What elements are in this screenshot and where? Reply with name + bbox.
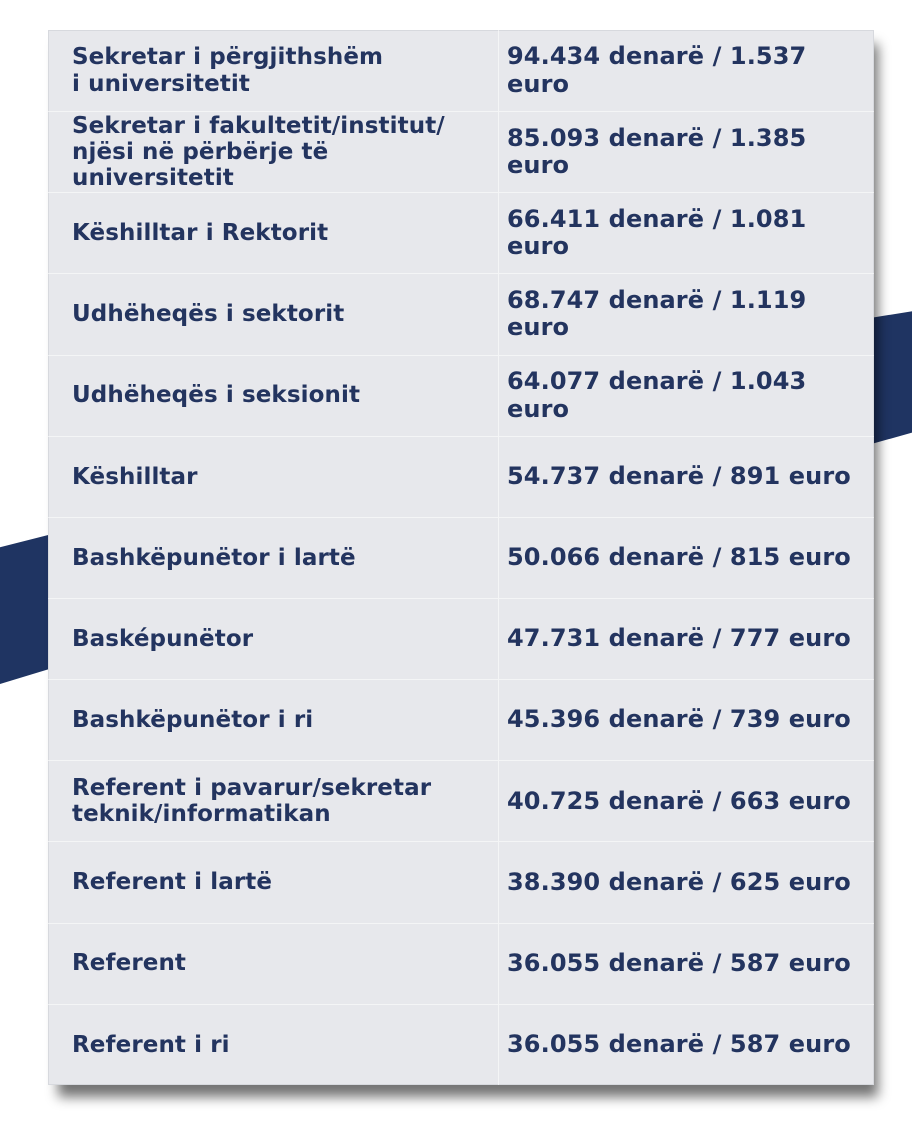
position-label: Basképunëtor (72, 625, 254, 652)
position-label: Referent (72, 950, 187, 977)
table-row (48, 355, 874, 436)
position-cell (48, 599, 499, 679)
position-cell (48, 761, 499, 841)
salary-label: 36.055 denarë / 587 euro (507, 948, 851, 977)
salary-table-card (48, 30, 874, 1085)
position-label: Udhëheqës i sektorit (72, 301, 345, 328)
position-cell (48, 842, 499, 922)
salary-label: 94.434 denarë / 1.537 euro (507, 41, 807, 98)
position-cell (48, 1005, 499, 1085)
table-row (48, 517, 874, 598)
position-label: Këshilltar (72, 463, 198, 490)
salary-label: 85.093 denarë / 1.385 euro (507, 123, 807, 180)
table-row (48, 111, 874, 192)
salary-label: 38.390 denarë / 625 euro (507, 867, 851, 896)
salary-label: 54.737 denarë / 891 euro (507, 461, 851, 490)
salary-label: 50.066 denarë / 815 euro (507, 543, 851, 572)
table-row (48, 273, 874, 354)
salary-cell (499, 437, 874, 517)
position-cell (48, 30, 499, 111)
salary-cell (499, 356, 874, 436)
salary-cell (499, 193, 874, 273)
position-label: Këshilltar i Rektorit (72, 220, 329, 247)
salary-cell (499, 112, 874, 192)
table-row (48, 760, 874, 841)
position-cell (48, 193, 499, 273)
table-row (48, 841, 874, 922)
position-label: Referent i ri (72, 1031, 230, 1058)
salary-cell (499, 1005, 874, 1085)
position-label: Referent i pavarur/sekretar teknik/informatikan (72, 774, 432, 828)
table-row (48, 1004, 874, 1085)
position-cell (48, 437, 499, 517)
table-row (48, 598, 874, 679)
salary-label: 64.077 denarë / 1.043 euro (507, 367, 807, 423)
position-label: Udhëheqës i seksionit (72, 382, 361, 409)
salary-table (48, 30, 874, 1085)
salary-label: 66.411 denarë / 1.081 euro (507, 204, 807, 261)
salary-cell (499, 680, 874, 760)
table-row (48, 923, 874, 1004)
salary-label: 40.725 denarë / 663 euro (507, 786, 851, 815)
salary-cell (499, 761, 874, 841)
position-label: Referent i lartë (72, 869, 273, 896)
position-cell (48, 924, 499, 1004)
salary-cell (499, 518, 874, 598)
salary-label: 68.747 denarë / 1.119 euro (507, 285, 807, 342)
position-label: Bashkëpunëtor i lartë (72, 544, 356, 571)
table-row (48, 679, 874, 760)
table-row (48, 192, 874, 273)
salary-cell (499, 924, 874, 1004)
table-row (48, 436, 874, 517)
salary-label: 47.731 denarë / 777 euro (507, 624, 851, 653)
salary-label: 45.396 denarë / 739 euro (507, 705, 851, 734)
position-label: Sekretar i fakultetit/institut/ njësi në përbërje të universitetit (72, 112, 445, 192)
position-cell (48, 274, 499, 354)
salary-label: 36.055 denarë / 587 euro (507, 1029, 851, 1058)
position-label: Bashkëpunëtor i ri (72, 706, 314, 733)
table-row (48, 30, 874, 111)
position-cell (48, 518, 499, 598)
salary-cell (499, 30, 874, 111)
salary-cell (499, 599, 874, 679)
salary-cell (499, 274, 874, 354)
position-cell (48, 112, 499, 192)
position-cell (48, 356, 499, 436)
salary-cell (499, 842, 874, 922)
position-label: Sekretar i përgjithshëm i universitetit (72, 44, 384, 97)
position-cell (48, 680, 499, 760)
